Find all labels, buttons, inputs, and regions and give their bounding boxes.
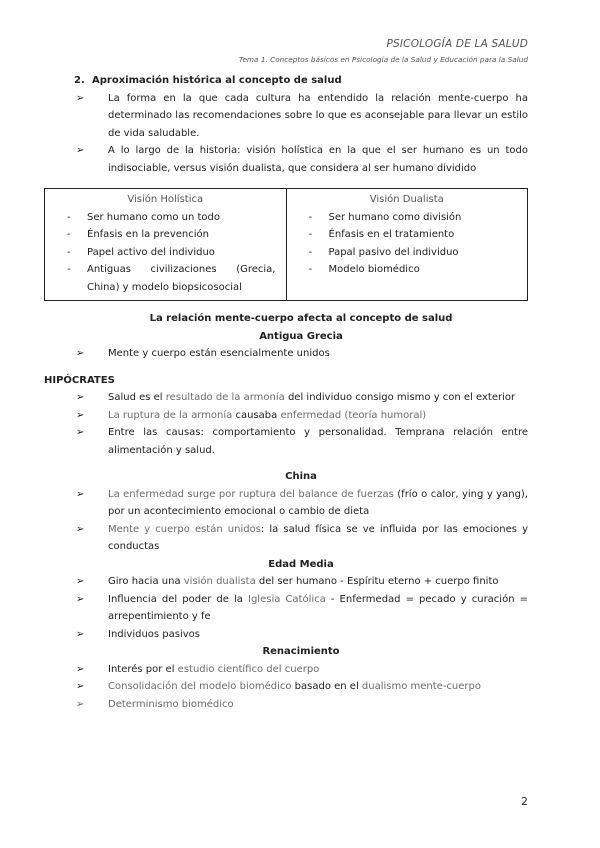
list-item: ➢ Consolidación del modelo biomédico basado en el dualismo mente-cuerpo	[72, 678, 528, 696]
table-item: - Papel activo del individuo	[67, 246, 215, 258]
arrow-bullet-icon: ➢	[76, 523, 85, 535]
list-item: ➢ La ruptura de la armonía causaba enfermedad (teoría humoral)	[72, 407, 528, 425]
arrow-bullet-icon: ➢	[76, 663, 85, 675]
list-item: ➢ La enfermedad surge por ruptura del balance de fuerzas (frío o calor, ying y yang), por un acontecimiento emocional o cambio de dieta	[72, 486, 528, 521]
hippocrates-title: HIPÓCRATES	[44, 374, 115, 386]
section-title-text: Aproximación histórica al concepto de salud	[92, 75, 342, 86]
table-item: - Papal pasivo del individuo	[308, 246, 459, 258]
list-item: ➢ Giro hacia una visión dualista del ser humano - Espíritu eterno + cuerpo finito	[72, 573, 528, 591]
holistic-header: Visión Holística	[127, 194, 204, 205]
comparison-table	[44, 188, 528, 301]
greece-title: Antigua Grecia	[259, 330, 343, 342]
arrow-bullet-icon: ➢	[76, 628, 85, 640]
arrow-bullet-icon: ➢	[76, 593, 85, 605]
bullet-text: A lo largo de la historia: visión holística en la que el ser humano es un todo indisociable, versus visión dualista, que considera al ser humano dividido	[108, 145, 528, 174]
list-item: ➢ Determinismo biomédico	[72, 696, 528, 714]
section-title	[74, 72, 528, 90]
arrow-bullet-icon: ➢	[76, 409, 85, 421]
dualist-column	[286, 189, 528, 301]
arrow-bullet-icon: ➢	[76, 92, 85, 104]
dualist-header: Visión Dualista	[369, 194, 444, 205]
list-item: ➢ Influencia del poder de la Iglesia Católica - Enfermedad = pecado y curación = arrepentimiento y fe	[72, 591, 528, 626]
arrow-bullet-icon: ➢	[76, 348, 85, 359]
renaissance-title: Renacimiento	[262, 646, 340, 657]
bullet-text: La forma en la que cada cultura ha entendido la relación mente-cuerpo ha determinado las recomendaciones sobre lo que es aconsejable para llevar un estilo de vida saludable.	[108, 92, 528, 139]
page-number: 2	[521, 795, 528, 808]
section-number: 2.	[74, 75, 85, 86]
header-title: PSICOLOGÍA DE LA SALUD	[386, 38, 528, 50]
list-item: ➢ Individuos pasivos	[72, 626, 528, 644]
relation-title: La relación mente-cuerpo afecta al concepto de salud	[149, 313, 453, 324]
list-item	[72, 142, 528, 177]
list-item: ➢ Salud es el resultado de la armonía del individuo consigo mismo y con el exterior	[72, 389, 528, 407]
arrow-bullet-icon: ➢	[76, 576, 85, 587]
list-item: ➢ Interés por el estudio científico del cuerpo	[72, 661, 528, 679]
china-title: China	[285, 471, 317, 482]
table-item: - Modelo biomédico	[308, 264, 420, 275]
table-item: - Énfasis en la prevención	[67, 229, 209, 240]
list-item: ➢ Mente y cuerpo están unidos: la salud física se ve influida por las emociones y conductas	[72, 521, 528, 556]
table-item: - Énfasis en el tratamiento	[308, 229, 455, 240]
arrow-bullet-icon: ➢	[76, 698, 85, 710]
arrow-bullet-icon: ➢	[76, 392, 85, 403]
table-item: - Ser humano como un todo	[67, 211, 220, 223]
header-subtitle: Tema 1. Conceptos básicos en Psicología de la Salud y Educación para la Salud	[238, 55, 528, 64]
list-item: ➢ Mente y cuerpo están esencialmente unidos	[72, 345, 528, 363]
middle-ages-title: Edad Media	[268, 558, 334, 570]
table-item: - Antiguas civilizaciones (Grecia, China) y modelo biopsicosocial	[67, 264, 276, 293]
holistic-column	[45, 189, 287, 301]
arrow-bullet-icon: ➢	[76, 681, 85, 692]
arrow-bullet-icon: ➢	[76, 145, 85, 156]
arrow-bullet-icon: ➢	[76, 427, 85, 438]
list-item	[72, 90, 528, 143]
page-content	[44, 72, 529, 713]
arrow-bullet-icon: ➢	[76, 488, 85, 500]
list-item: ➢ Entre las causas: comportamiento y personalidad. Temprana relación entre alimentación y salud.	[72, 424, 528, 459]
table-item: - Ser humano como división	[308, 211, 462, 223]
